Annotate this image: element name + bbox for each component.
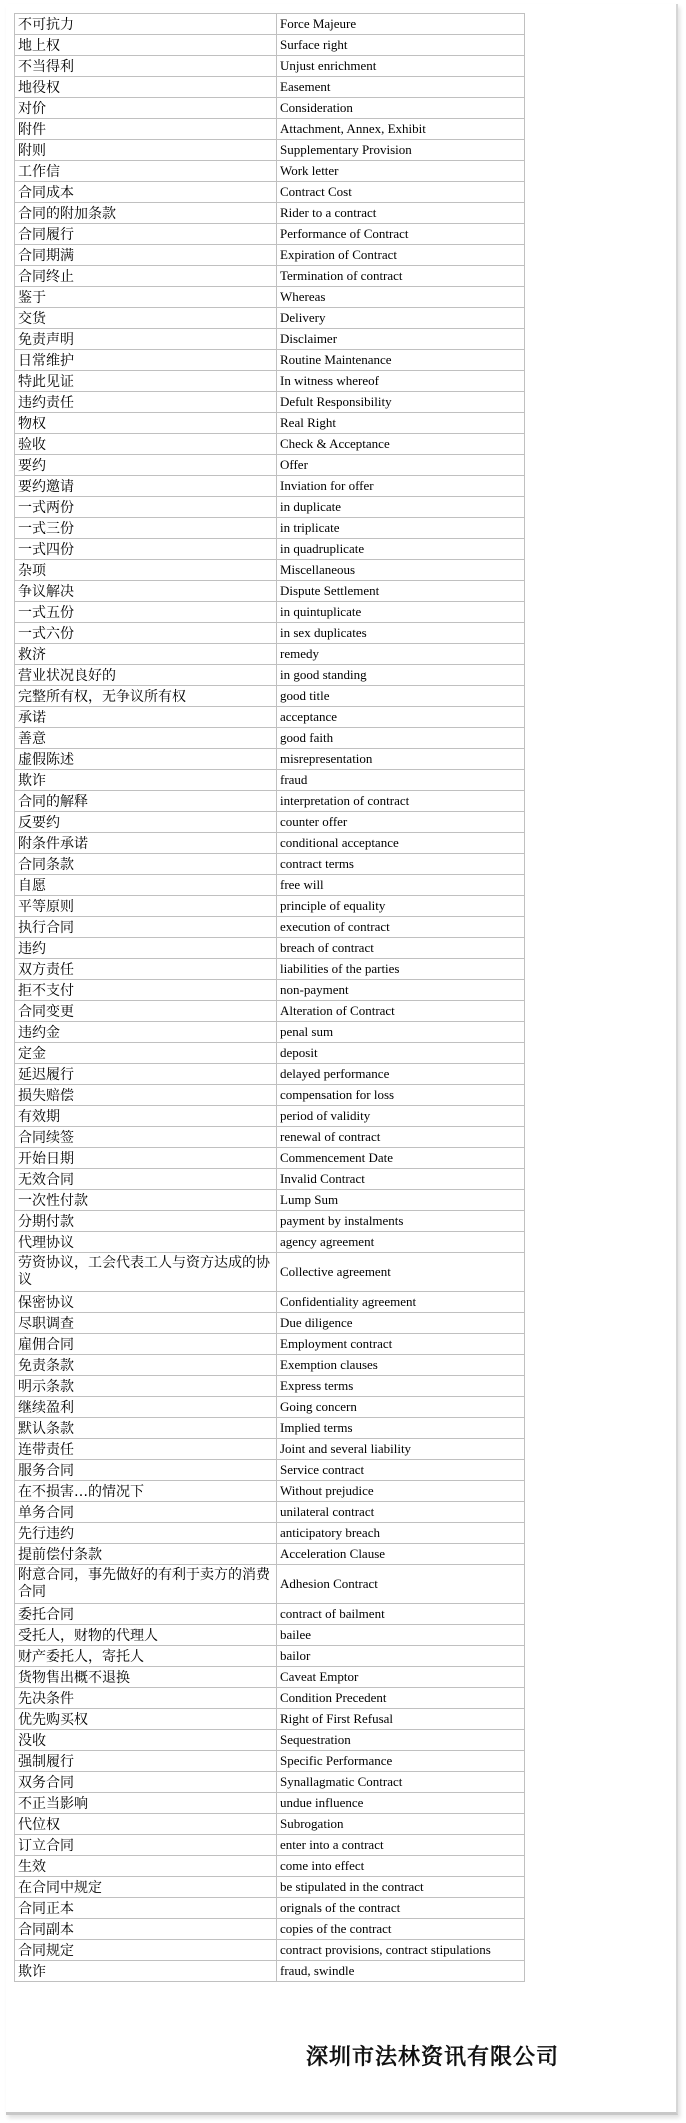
chinese-term: 拒不支付 <box>15 980 277 1001</box>
english-term: misrepresentation <box>277 749 525 770</box>
chinese-term: 违约金 <box>15 1022 277 1043</box>
chinese-term: 分期付款 <box>15 1211 277 1232</box>
english-term: in good standing <box>277 665 525 686</box>
table-row <box>15 1709 525 1730</box>
chinese-term: 合同终止 <box>15 266 277 287</box>
table-row <box>15 1481 525 1502</box>
chinese-term: 反要约 <box>15 812 277 833</box>
chinese-term: 代理协议 <box>15 1232 277 1253</box>
english-term: Caveat Emptor <box>277 1667 525 1688</box>
table-row <box>15 203 525 224</box>
english-term: Work letter <box>277 161 525 182</box>
table-row <box>15 1667 525 1688</box>
table-row <box>15 1001 525 1022</box>
english-term: anticipatory breach <box>277 1523 525 1544</box>
english-term: Commencement Date <box>277 1148 525 1169</box>
english-term: good faith <box>277 728 525 749</box>
english-term: Sequestration <box>277 1730 525 1751</box>
english-term: Implied terms <box>277 1418 525 1439</box>
table-row <box>15 1502 525 1523</box>
chinese-term: 鉴于 <box>15 287 277 308</box>
english-term: enter into a contract <box>277 1835 525 1856</box>
english-term: Express terms <box>277 1376 525 1397</box>
table-row <box>15 1169 525 1190</box>
table-row <box>15 98 525 119</box>
chinese-term: 争议解决 <box>15 581 277 602</box>
chinese-term: 免责声明 <box>15 329 277 350</box>
english-term: Disclaimer <box>277 329 525 350</box>
english-term: bailee <box>277 1625 525 1646</box>
table-row <box>15 1772 525 1793</box>
english-term: Without prejudice <box>277 1481 525 1502</box>
table-row <box>15 1232 525 1253</box>
chinese-term: 劳资协议，工会代表工人与资方达成的协议 <box>15 1253 277 1292</box>
english-term: payment by instalments <box>277 1211 525 1232</box>
chinese-term: 交货 <box>15 308 277 329</box>
chinese-term: 附条件承诺 <box>15 833 277 854</box>
table-row <box>15 1334 525 1355</box>
english-term: in duplicate <box>277 497 525 518</box>
chinese-term: 免责条款 <box>15 1355 277 1376</box>
chinese-term: 善意 <box>15 728 277 749</box>
chinese-term: 特此见证 <box>15 371 277 392</box>
chinese-term: 虚假陈述 <box>15 749 277 770</box>
chinese-term: 货物售出概不退换 <box>15 1667 277 1688</box>
english-term: Service contract <box>277 1460 525 1481</box>
chinese-term: 合同履行 <box>15 224 277 245</box>
table-row <box>15 518 525 539</box>
table-row <box>15 1085 525 1106</box>
table-row <box>15 1439 525 1460</box>
table-row <box>15 161 525 182</box>
table-row <box>15 329 525 350</box>
chinese-term: 自愿 <box>15 875 277 896</box>
english-term: undue influence <box>277 1793 525 1814</box>
chinese-term: 营业状况良好的 <box>15 665 277 686</box>
table-row <box>15 77 525 98</box>
english-term: come into effect <box>277 1856 525 1877</box>
table-row <box>15 539 525 560</box>
table-row <box>15 875 525 896</box>
english-term: contract provisions, contract stipulations <box>277 1940 525 1961</box>
chinese-term: 合同变更 <box>15 1001 277 1022</box>
chinese-term: 雇佣合同 <box>15 1334 277 1355</box>
english-term: Expiration of Contract <box>277 245 525 266</box>
table-row <box>15 392 525 413</box>
chinese-term: 尽职调查 <box>15 1313 277 1334</box>
chinese-term: 生效 <box>15 1856 277 1877</box>
table-row <box>15 287 525 308</box>
english-term: acceptance <box>277 707 525 728</box>
chinese-term: 委托合同 <box>15 1604 277 1625</box>
chinese-term: 合同规定 <box>15 1940 277 1961</box>
table-row <box>15 581 525 602</box>
glossary-body <box>15 14 525 1982</box>
table-row <box>15 728 525 749</box>
english-term: contract of bailment <box>277 1604 525 1625</box>
english-term: Due diligence <box>277 1313 525 1334</box>
chinese-term: 有效期 <box>15 1106 277 1127</box>
chinese-term: 验收 <box>15 434 277 455</box>
chinese-term: 双方责任 <box>15 959 277 980</box>
english-term: Adhesion Contract <box>277 1565 525 1604</box>
chinese-term: 保密协议 <box>15 1292 277 1313</box>
table-row <box>15 854 525 875</box>
table-row <box>15 1751 525 1772</box>
table-row <box>15 1376 525 1397</box>
english-term: Employment contract <box>277 1334 525 1355</box>
table-row <box>15 917 525 938</box>
chinese-term: 代位权 <box>15 1814 277 1835</box>
table-row <box>15 1523 525 1544</box>
english-term: free will <box>277 875 525 896</box>
chinese-term: 合同正本 <box>15 1898 277 1919</box>
chinese-term: 不当得利 <box>15 56 277 77</box>
chinese-term: 默认条款 <box>15 1418 277 1439</box>
table-row <box>15 644 525 665</box>
table-row <box>15 602 525 623</box>
table-row <box>15 1793 525 1814</box>
table-row <box>15 959 525 980</box>
english-term: liabilities of the parties <box>277 959 525 980</box>
chinese-term: 先决条件 <box>15 1688 277 1709</box>
english-term: bailor <box>277 1646 525 1667</box>
english-term: Supplementary Provision <box>277 140 525 161</box>
chinese-term: 双务合同 <box>15 1772 277 1793</box>
table-row <box>15 1565 525 1604</box>
chinese-term: 一式六份 <box>15 623 277 644</box>
table-row <box>15 350 525 371</box>
chinese-term: 平等原则 <box>15 896 277 917</box>
table-row <box>15 1418 525 1439</box>
chinese-term: 杂项 <box>15 560 277 581</box>
table-row <box>15 1313 525 1334</box>
chinese-term: 合同的解释 <box>15 791 277 812</box>
chinese-term: 合同期满 <box>15 245 277 266</box>
table-row <box>15 245 525 266</box>
english-term: in sex duplicates <box>277 623 525 644</box>
table-row <box>15 1877 525 1898</box>
chinese-term: 继续盈利 <box>15 1397 277 1418</box>
english-term: Whereas <box>277 287 525 308</box>
table-row <box>15 224 525 245</box>
table-row <box>15 1688 525 1709</box>
chinese-term: 地役权 <box>15 77 277 98</box>
english-term: Invalid Contract <box>277 1169 525 1190</box>
table-row <box>15 686 525 707</box>
table-row <box>15 455 525 476</box>
english-term: be stipulated in the contract <box>277 1877 525 1898</box>
english-term: Going concern <box>277 1397 525 1418</box>
table-row <box>15 14 525 35</box>
table-row <box>15 1898 525 1919</box>
chinese-term: 合同条款 <box>15 854 277 875</box>
english-term: agency agreement <box>277 1232 525 1253</box>
english-term: Acceleration Clause <box>277 1544 525 1565</box>
table-row <box>15 938 525 959</box>
english-term: compensation for loss <box>277 1085 525 1106</box>
chinese-term: 受托人，财物的代理人 <box>15 1625 277 1646</box>
table-row <box>15 1460 525 1481</box>
table-row <box>15 812 525 833</box>
chinese-term: 欺诈 <box>15 1961 277 1982</box>
chinese-term: 损失赔偿 <box>15 1085 277 1106</box>
chinese-term: 订立合同 <box>15 1835 277 1856</box>
english-term: Miscellaneous <box>277 560 525 581</box>
table-row <box>15 497 525 518</box>
company-name: 深圳市法林资讯有限公司 <box>306 2045 560 2070</box>
english-term: Easement <box>277 77 525 98</box>
english-term: Exemption clauses <box>277 1355 525 1376</box>
english-term: Collective agreement <box>277 1253 525 1292</box>
chinese-term: 连带责任 <box>15 1439 277 1460</box>
english-term: Lump Sum <box>277 1190 525 1211</box>
english-term: fraud, swindle <box>277 1961 525 1982</box>
english-term: Right of First Refusal <box>277 1709 525 1730</box>
english-term: unilateral contract <box>277 1502 525 1523</box>
table-row <box>15 560 525 581</box>
chinese-term: 对价 <box>15 98 277 119</box>
table-row <box>15 707 525 728</box>
chinese-term: 附件 <box>15 119 277 140</box>
english-term: non-payment <box>277 980 525 1001</box>
chinese-term: 延迟履行 <box>15 1064 277 1085</box>
table-row <box>15 1604 525 1625</box>
english-term: contract terms <box>277 854 525 875</box>
english-term: In witness whereof <box>277 371 525 392</box>
chinese-term: 合同的附加条款 <box>15 203 277 224</box>
english-term: counter offer <box>277 812 525 833</box>
table-row <box>15 896 525 917</box>
chinese-term: 强制履行 <box>15 1751 277 1772</box>
chinese-term: 先行违约 <box>15 1523 277 1544</box>
chinese-term: 一式两份 <box>15 497 277 518</box>
chinese-term: 服务合同 <box>15 1460 277 1481</box>
english-term: Inviation for offer <box>277 476 525 497</box>
chinese-term: 要约 <box>15 455 277 476</box>
english-term: Offer <box>277 455 525 476</box>
english-term: orignals of the contract <box>277 1898 525 1919</box>
chinese-term: 一式三份 <box>15 518 277 539</box>
english-term: Subrogation <box>277 1814 525 1835</box>
english-term: in quintuplicate <box>277 602 525 623</box>
table-row <box>15 308 525 329</box>
table-row <box>15 1064 525 1085</box>
chinese-term: 合同副本 <box>15 1919 277 1940</box>
english-term: Joint and several liability <box>277 1439 525 1460</box>
table-row <box>15 623 525 644</box>
english-term: in quadruplicate <box>277 539 525 560</box>
table-row <box>15 1190 525 1211</box>
table-row <box>15 1106 525 1127</box>
table-row <box>15 833 525 854</box>
english-term: Termination of contract <box>277 266 525 287</box>
table-row <box>15 1814 525 1835</box>
english-term: Confidentiality agreement <box>277 1292 525 1313</box>
table-row <box>15 182 525 203</box>
english-term: principle of equality <box>277 896 525 917</box>
english-term: remedy <box>277 644 525 665</box>
chinese-term: 附则 <box>15 140 277 161</box>
chinese-term: 在不损害…的情况下 <box>15 1481 277 1502</box>
english-term: Routine Maintenance <box>277 350 525 371</box>
table-row <box>15 1940 525 1961</box>
table-row <box>15 980 525 1001</box>
chinese-term: 一式五份 <box>15 602 277 623</box>
table-row <box>15 1043 525 1064</box>
english-term: Alteration of Contract <box>277 1001 525 1022</box>
glossary-table <box>14 13 525 1982</box>
english-term: in triplicate <box>277 518 525 539</box>
english-term: breach of contract <box>277 938 525 959</box>
english-term: Rider to a contract <box>277 203 525 224</box>
english-term: Force Majeure <box>277 14 525 35</box>
table-row <box>15 1355 525 1376</box>
table-row <box>15 1919 525 1940</box>
english-term: Performance of Contract <box>277 224 525 245</box>
chinese-term: 物权 <box>15 413 277 434</box>
table-row <box>15 434 525 455</box>
chinese-term: 明示条款 <box>15 1376 277 1397</box>
english-term: Dispute Settlement <box>277 581 525 602</box>
table-row <box>15 1022 525 1043</box>
table-row <box>15 770 525 791</box>
chinese-term: 开始日期 <box>15 1148 277 1169</box>
chinese-term: 日常维护 <box>15 350 277 371</box>
chinese-term: 无效合同 <box>15 1169 277 1190</box>
chinese-term: 要约邀请 <box>15 476 277 497</box>
table-row <box>15 1730 525 1751</box>
english-term: Contract Cost <box>277 182 525 203</box>
chinese-term: 救济 <box>15 644 277 665</box>
table-row <box>15 749 525 770</box>
table-row <box>15 1292 525 1313</box>
chinese-term: 承诺 <box>15 707 277 728</box>
english-term: Unjust enrichment <box>277 56 525 77</box>
table-row <box>15 476 525 497</box>
chinese-term: 合同续签 <box>15 1127 277 1148</box>
table-row <box>15 371 525 392</box>
english-term: Real Right <box>277 413 525 434</box>
chinese-term: 不正当影响 <box>15 1793 277 1814</box>
table-row <box>15 665 525 686</box>
english-term: copies of the contract <box>277 1919 525 1940</box>
table-row <box>15 1625 525 1646</box>
chinese-term: 合同成本 <box>15 182 277 203</box>
table-row <box>15 266 525 287</box>
table-row <box>15 1397 525 1418</box>
chinese-term: 单务合同 <box>15 1502 277 1523</box>
english-term: Condition Precedent <box>277 1688 525 1709</box>
table-row <box>15 791 525 812</box>
table-row <box>15 56 525 77</box>
english-term: execution of contract <box>277 917 525 938</box>
table-row <box>15 140 525 161</box>
table-row <box>15 35 525 56</box>
chinese-term: 财产委托人，寄托人 <box>15 1646 277 1667</box>
english-term: conditional acceptance <box>277 833 525 854</box>
table-row <box>15 1544 525 1565</box>
table-row <box>15 1646 525 1667</box>
chinese-term: 完整所有权，无争议所有权 <box>15 686 277 707</box>
chinese-term: 执行合同 <box>15 917 277 938</box>
chinese-term: 违约责任 <box>15 392 277 413</box>
english-term: Specific Performance <box>277 1751 525 1772</box>
chinese-term: 地上权 <box>15 35 277 56</box>
table-row <box>15 1856 525 1877</box>
english-term: good title <box>277 686 525 707</box>
table-row <box>15 413 525 434</box>
english-term: fraud <box>277 770 525 791</box>
chinese-term: 一次性付款 <box>15 1190 277 1211</box>
chinese-term: 违约 <box>15 938 277 959</box>
table-row <box>15 1961 525 1982</box>
chinese-term: 工作信 <box>15 161 277 182</box>
english-term: deposit <box>277 1043 525 1064</box>
english-term: Attachment, Annex, Exhibit <box>277 119 525 140</box>
table-row <box>15 119 525 140</box>
table-row <box>15 1148 525 1169</box>
chinese-term: 定金 <box>15 1043 277 1064</box>
english-term: delayed performance <box>277 1064 525 1085</box>
english-term: Surface right <box>277 35 525 56</box>
chinese-term: 欺诈 <box>15 770 277 791</box>
english-term: renewal of contract <box>277 1127 525 1148</box>
chinese-term: 不可抗力 <box>15 14 277 35</box>
table-row <box>15 1127 525 1148</box>
english-term: Synallagmatic Contract <box>277 1772 525 1793</box>
chinese-term: 附意合同，事先做好的有利于卖方的消费合同 <box>15 1565 277 1604</box>
chinese-term: 没收 <box>15 1730 277 1751</box>
table-row <box>15 1211 525 1232</box>
english-term: interpretation of contract <box>277 791 525 812</box>
table-row <box>15 1253 525 1292</box>
english-term: Consideration <box>277 98 525 119</box>
chinese-term: 优先购买权 <box>15 1709 277 1730</box>
chinese-term: 提前偿付条款 <box>15 1544 277 1565</box>
chinese-term: 在合同中规定 <box>15 1877 277 1898</box>
english-term: Delivery <box>277 308 525 329</box>
english-term: penal sum <box>277 1022 525 1043</box>
english-term: Defult Responsibility <box>277 392 525 413</box>
chinese-term: 一式四份 <box>15 539 277 560</box>
english-term: period of validity <box>277 1106 525 1127</box>
table-row <box>15 1835 525 1856</box>
english-term: Check & Acceptance <box>277 434 525 455</box>
